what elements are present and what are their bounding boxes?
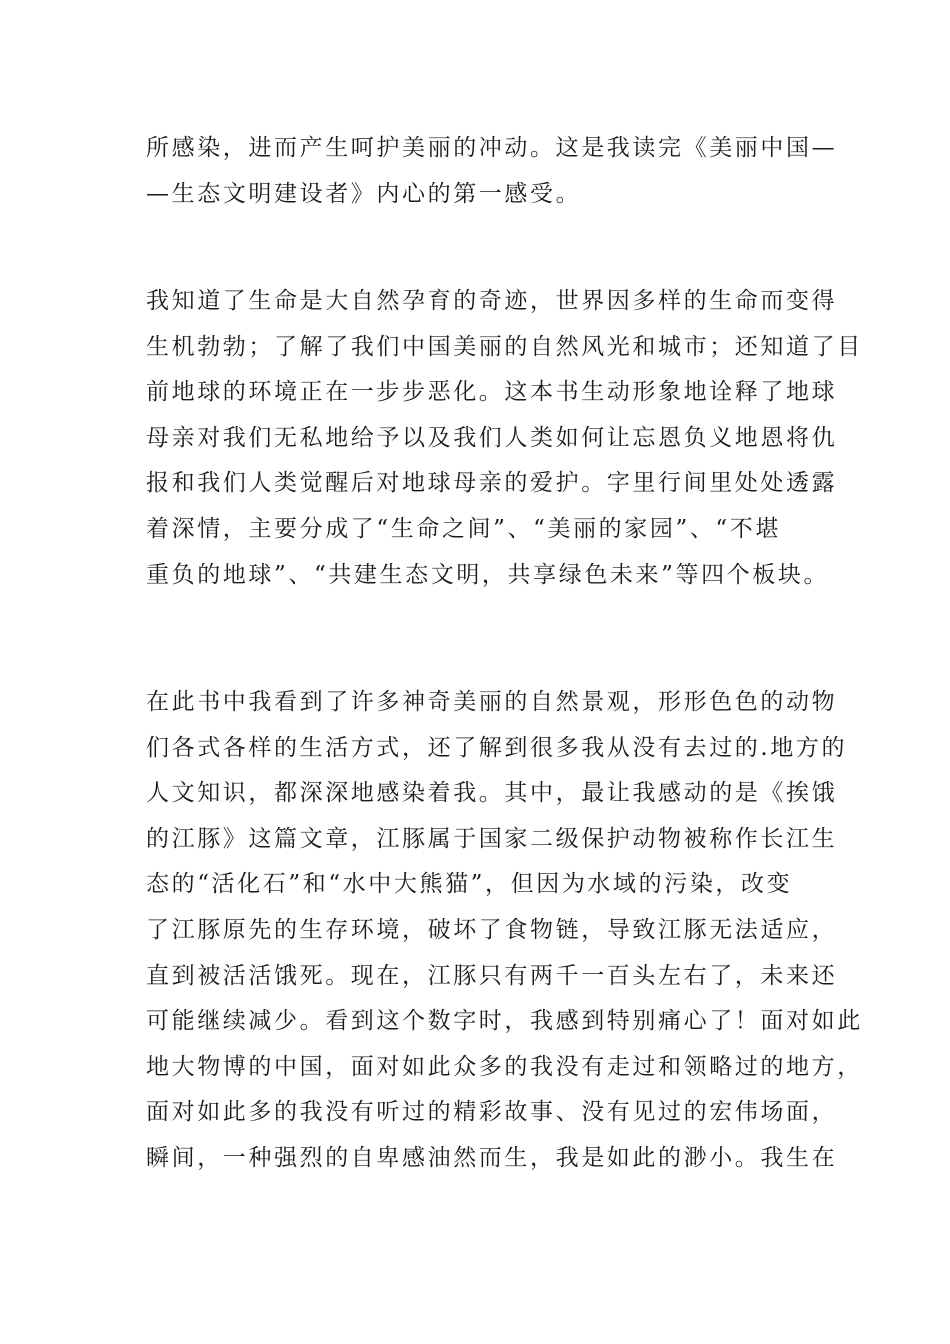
paragraph-1 xyxy=(146,126,838,217)
text-line: 重负的地球”、“共建生态文明，共享绿色未来”等四个板块。 xyxy=(146,561,830,588)
text-line: 可能继续减少。看到这个数字时，我感到特别痛心了！面对如此 xyxy=(146,1008,863,1035)
text-line: 前地球的环境正在一步步恶化。这本书生动形象地诠释了地球 xyxy=(146,379,838,406)
text-line: 们各式各样的生活方式，还了解到很多我从没有去过的.地方的 xyxy=(146,734,848,761)
text-line: 地大物博的中国，面对如此众多的我没有走过和领略过的地方， xyxy=(146,1053,863,1080)
text-line: 母亲对我们无私地给予以及我们人类如何让忘恩负义地恩将仇 xyxy=(146,424,838,451)
text-line: —生态文明建设者》内心的第一感受。 xyxy=(146,180,582,207)
text-line: 瞬间，一种强烈的自卑感油然而生，我是如此的渺小。我生在 xyxy=(146,1144,838,1171)
text-line: 的江豚》这篇文章，江豚属于国家二级保护动物被称作长江生 xyxy=(146,825,838,852)
text-line: 面对如此多的我没有听过的精彩故事、没有见过的宏伟场面， xyxy=(146,1099,838,1126)
text-line: 着深情，主要分成了“生命之间”、“美丽的家园”、“不堪 xyxy=(146,515,781,542)
text-line: 在此书中我看到了许多神奇美丽的自然景观，形形色色的动物 xyxy=(146,689,838,715)
paragraph-3 xyxy=(146,680,863,1182)
text-line: 我知道了生命是大自然孕育的奇迹，世界因多样的生命而变得 xyxy=(146,288,838,314)
text-line: 生机勃勃；了解了我们中国美丽的自然风光和城市；还知道了目 xyxy=(146,333,863,360)
text-line: 态的“活化石”和“水中大熊猫”，但因为水域的污染，改变 xyxy=(146,871,793,898)
text-line: 所感染，进而产生呵护美丽的冲动。这是我读完《美丽中国— xyxy=(146,135,838,161)
text-line: 了江豚原先的生存环境，破坏了食物链，导致江豚无法适应， xyxy=(146,916,838,943)
text-line: 人文知识，都深深地感染着我。其中，最让我感动的是《挨饿 xyxy=(146,780,838,807)
paragraph-2 xyxy=(146,279,863,598)
text-line: 直到被活活饿死。现在，江豚只有两千一百头左右了，未来还 xyxy=(146,962,838,989)
text-line: 报和我们人类觉醒后对地球母亲的爱护。字里行间里处处透露 xyxy=(146,470,838,497)
